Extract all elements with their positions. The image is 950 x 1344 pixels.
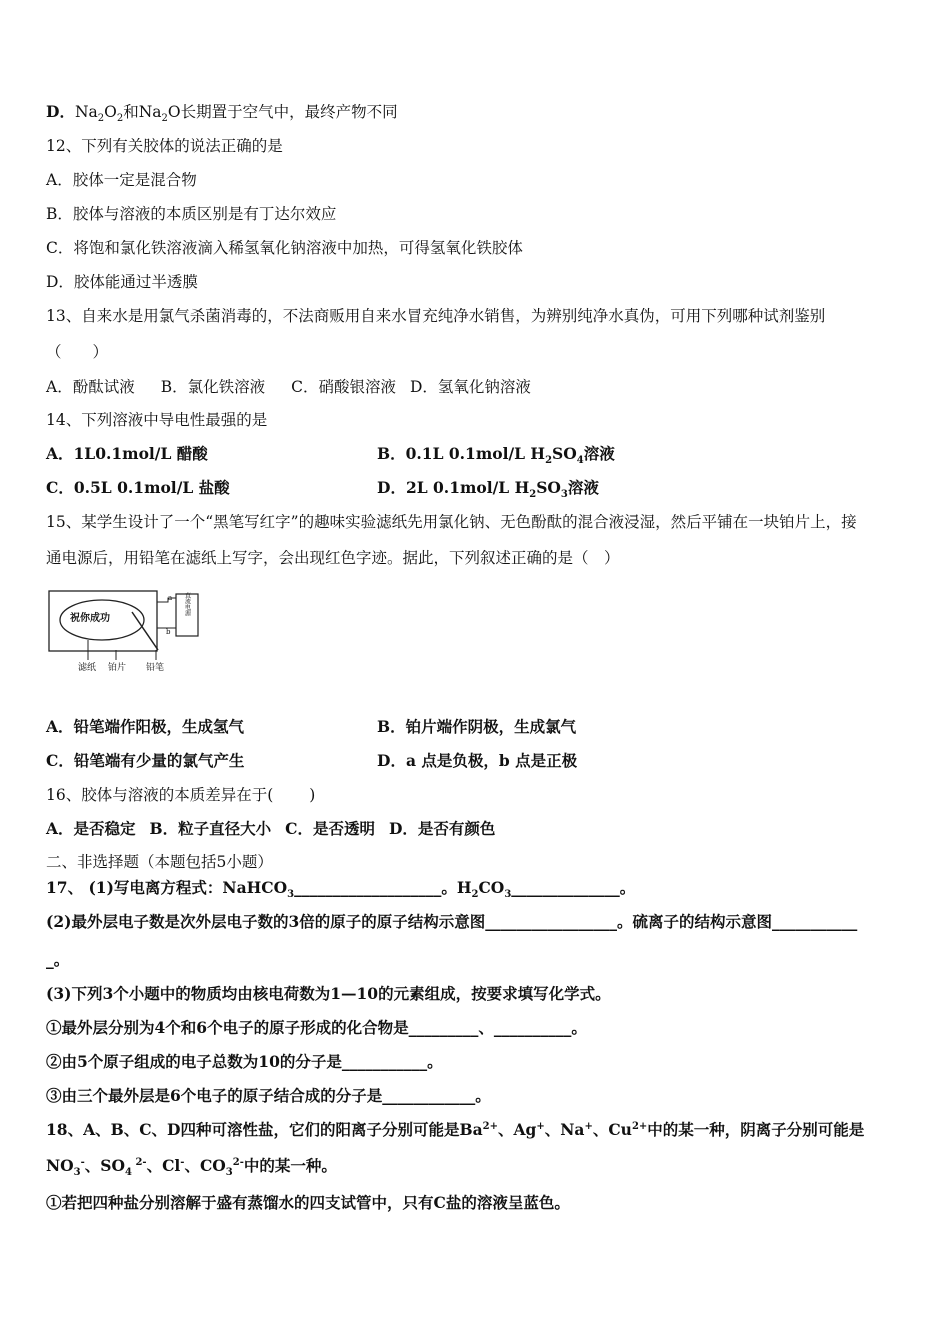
electrolysis-diagram xyxy=(46,588,226,674)
sub: 4 xyxy=(125,1167,132,1179)
q11-option-d xyxy=(46,102,398,125)
q14-d-text: D．2L 0.1mol/L H xyxy=(377,478,530,497)
q18-text: 、Ag xyxy=(497,1120,537,1139)
sub: 2 xyxy=(97,113,105,125)
sub: 2 xyxy=(545,455,553,467)
sub: 2 xyxy=(471,889,479,901)
q14-b-text: 溶液 xyxy=(583,444,615,463)
q11-d-label: D． xyxy=(46,102,75,121)
q16-option-a: A．是否稳定 xyxy=(46,819,136,838)
q16-stem: 16、胶体与溶液的本质差异在于( ) xyxy=(46,786,316,804)
power-label: 直流电源 xyxy=(183,592,191,616)
pencil-label: 铅笔 xyxy=(146,663,165,673)
q17-line1 xyxy=(46,878,636,901)
sup: 2+ xyxy=(482,1120,498,1132)
q17-line6: ②由5个原子组成的电子总数为10的分子是___________。 xyxy=(46,1052,443,1071)
q18-line1 xyxy=(46,1120,864,1140)
q16-option-b: B．粒子直径大小 xyxy=(149,819,272,838)
platinum-label: 铂片 xyxy=(108,663,127,673)
q17-text: 17、 (1)写电离方程式：NaHCO xyxy=(46,878,288,897)
q12-option-a: A．胶体一定是混合物 xyxy=(46,171,197,189)
q14-option-d xyxy=(377,478,599,501)
q18-text: 18、A、B、C、D四种可溶性盐，它们的阳离子分别可能是Ba xyxy=(46,1120,483,1139)
q13-option-b: B．氯化铁溶液 xyxy=(160,378,266,396)
sup: 2- xyxy=(131,1156,147,1168)
q17-text: ______________。 xyxy=(511,878,636,897)
q13-option-c: C．硝酸银溶液 xyxy=(291,378,396,396)
point-a-label: a xyxy=(168,594,173,602)
sub: 3 xyxy=(560,489,568,501)
q12-option-c: C．将饱和氯化铁溶液滴入稀氢氧化钠溶液中加热，可得氢氧化铁胶体 xyxy=(46,239,523,257)
q17-line3: _。 xyxy=(46,950,70,969)
sub: 3 xyxy=(225,1167,233,1179)
q15-option-c: C．铅笔端有少量的氯气产生 xyxy=(46,751,245,770)
q17-line2: (2)最外层电子数是次外层电子数的3倍的原子的原子结构示意图_________________。硫离子的结构示意图___________ xyxy=(46,912,858,931)
q18-text: NO xyxy=(46,1156,74,1175)
q15-option-d: D．a 点是负极，b 点是正极 xyxy=(377,751,578,770)
q14-d-text: SO xyxy=(536,478,561,497)
q14-option-a: A．1L0.1mol/L 醋酸 xyxy=(46,444,208,463)
q18-text: 、Cl xyxy=(146,1156,181,1175)
q11-d-text: 和Na xyxy=(123,103,162,121)
written-words: 祝你成功 xyxy=(70,613,110,624)
q16-option-d: D．是否有颜色 xyxy=(388,819,496,838)
point-b-label: b xyxy=(166,628,171,636)
section-heading: 二、非选择题（本题包括5小题） xyxy=(46,853,273,871)
q17-text: ___________________。H xyxy=(294,878,472,897)
wire-a xyxy=(157,598,176,602)
sub: 2 xyxy=(529,489,537,501)
q14-option-b xyxy=(377,444,615,467)
q13-option-a: A．酚酞试液 xyxy=(46,378,135,396)
sup: - xyxy=(180,1156,185,1168)
q18-text: 、CO xyxy=(184,1156,226,1175)
q14-stem: 14、下列溶液中导电性最强的是 xyxy=(46,411,268,429)
q17-line4: (3)下列3个小题中的物质均由核电荷数为1—10的元素组成，按要求填写化学式。 xyxy=(46,984,611,1003)
q15-option-a: A．铅笔端作阳极，生成氢气 xyxy=(46,717,245,736)
sup: + xyxy=(584,1120,593,1132)
q18-text: 、Na xyxy=(544,1120,585,1139)
q15-stem-line1: 15、某学生设计了一个“黑笔写红字”的趣味实验滤纸先用氯化钠、无色酚酞的混合液浸湿，然后平铺在一块铂片上，接 xyxy=(46,513,857,531)
q14-d-text: 溶液 xyxy=(567,478,599,497)
sub: 4 xyxy=(576,455,584,467)
q18-line2 xyxy=(46,1156,337,1179)
q16-option-c: C．是否透明 xyxy=(285,819,375,838)
q16-options xyxy=(46,819,495,839)
sub: 2 xyxy=(116,113,124,125)
sup: 2- xyxy=(232,1156,244,1168)
sub: 3 xyxy=(504,889,512,901)
q13-options xyxy=(46,377,531,397)
q11-d-text: O长期置于空气中，最终产物不同 xyxy=(167,103,398,121)
pencil xyxy=(132,612,158,650)
sub: 2 xyxy=(161,113,168,125)
filter-paper-label: 滤纸 xyxy=(78,663,97,673)
q18-text: 中的某一种。 xyxy=(243,1156,337,1175)
q13-stem: 13、自来水是用氯气杀菌消毒的，不法商贩用自来水冒充纯净水销售，为辨别纯净水真伪，可用下列哪种试剂鉴别 xyxy=(46,307,826,325)
q13-option-d: D．氢氧化钠溶液 xyxy=(409,378,531,396)
q15-stem-line2: 通电源后，用铅笔在滤纸上写字，会出现红色字迹。据此，下列叙述正确的是（ ） xyxy=(46,549,620,567)
q14-option-c: C．0.5L 0.1mol/L 盐酸 xyxy=(46,478,230,497)
q14-b-text: B．0.1L 0.1mol/L H xyxy=(377,444,546,463)
q12-stem: 12、下列有关胶体的说法正确的是 xyxy=(46,137,283,155)
q15-option-b: B．铂片端作阴极，生成氯气 xyxy=(377,717,577,736)
q11-d-text: O xyxy=(104,103,117,121)
q18-text: 、SO xyxy=(84,1156,125,1175)
q17-line5: ①最外层分别为4个和6个电子的原子形成的化合物是_________、__________。 xyxy=(46,1018,587,1037)
sup: 2+ xyxy=(631,1120,648,1132)
q14-b-text: SO xyxy=(552,444,577,463)
q17-line7: ③由三个最外层是6个电子的原子结合成的分子是____________。 xyxy=(46,1086,491,1105)
q12-option-b: B．胶体与溶液的本质区别是有丁达尔效应 xyxy=(46,205,337,223)
q17-text: CO xyxy=(478,878,505,897)
sup: - xyxy=(80,1156,85,1168)
q18-text: 中的某一种，阴离子分别可能是 xyxy=(647,1120,865,1139)
q12-option-d: D．胶体能通过半透膜 xyxy=(46,273,198,291)
q18-text: 、Cu xyxy=(592,1120,632,1139)
q18-line3: ①若把四种盐分别溶解于盛有蒸馏水的四支试管中，只有C盐的溶液呈蓝色。 xyxy=(46,1193,570,1212)
q11-d-text: Na xyxy=(74,103,98,121)
sup: + xyxy=(536,1120,545,1132)
q13-paren: （ ） xyxy=(46,343,109,361)
sub: 3 xyxy=(73,1167,81,1179)
sub: 3 xyxy=(287,889,295,901)
